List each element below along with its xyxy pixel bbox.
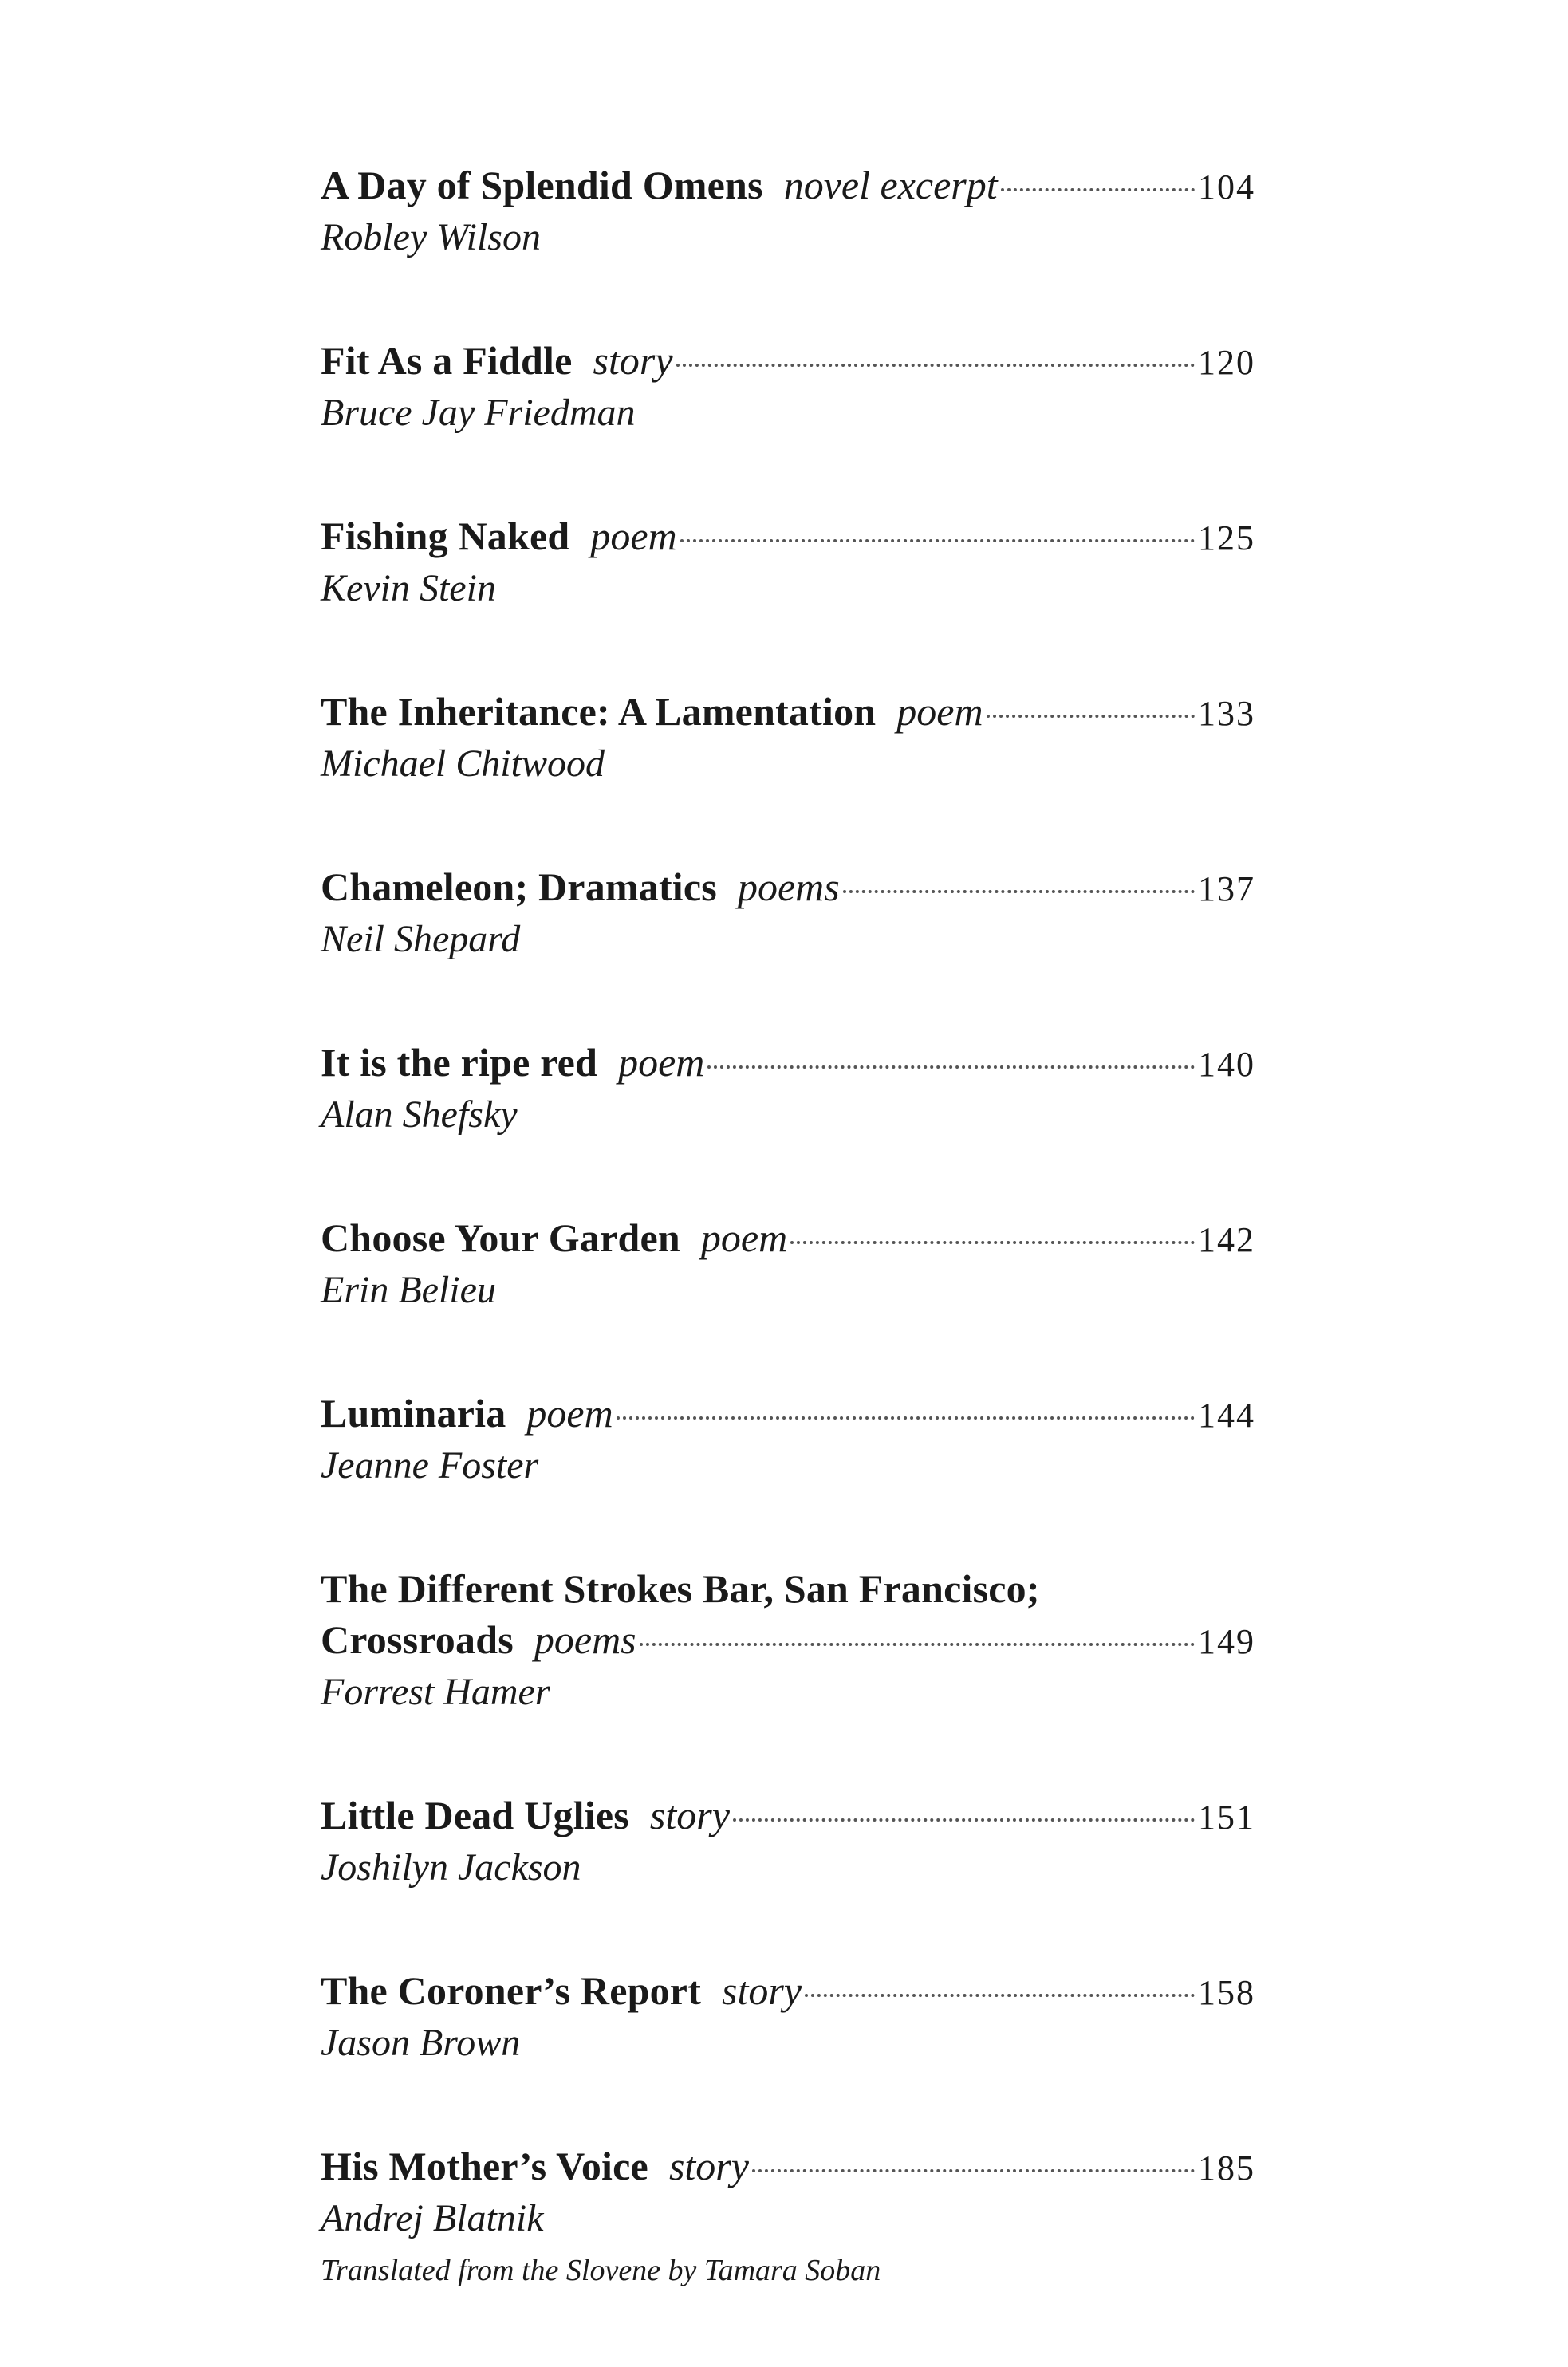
dot-leader [680, 539, 1195, 542]
entry-author: Forrest Hamer [321, 1671, 550, 1713]
entry-author: Neil Shepard [321, 918, 521, 960]
entry-genre: story [668, 2144, 749, 2188]
toc-title-line [321, 1388, 1255, 1441]
entry-author: Kevin Stein [321, 567, 496, 609]
toc-title-line [321, 861, 1255, 915]
toc-title-line [321, 686, 1255, 739]
toc-title-line [321, 335, 1255, 388]
page-number: 144 [1198, 1396, 1255, 1435]
entry-title[interactable]: A Day of Splendid Omens [321, 163, 763, 207]
toc-entry [321, 160, 1255, 262]
dot-leader [752, 2169, 1195, 2172]
entry-genre: poem [526, 1391, 613, 1436]
entry-translator: Translated from the Slovene by Tamara Soban [321, 2254, 881, 2287]
dot-leader [733, 1818, 1195, 1822]
entry-title[interactable]: Luminaria [321, 1391, 506, 1436]
toc-entry [321, 335, 1255, 438]
toc-title-line [321, 160, 1255, 213]
entry-author: Joshilyn Jackson [321, 1846, 581, 1888]
entry-genre: novel excerpt [783, 163, 998, 207]
entry-genre: poem [590, 514, 677, 558]
dot-leader [790, 1241, 1195, 1244]
entry-title[interactable]: His Mother’s Voice [321, 2144, 648, 2188]
entry-title[interactable]: The Inheritance: A Lamentation [321, 689, 877, 734]
entry-title[interactable]: Little Dead Uglies [321, 1793, 629, 1837]
toc-title-line [321, 510, 1255, 564]
entry-author: Jason Brown [321, 2022, 521, 2064]
dot-leader [843, 890, 1195, 893]
page-number: 140 [1198, 1045, 1255, 1084]
page-number: 133 [1198, 694, 1255, 733]
dot-leader [676, 364, 1195, 367]
entry-genre: story [722, 1968, 802, 2013]
toc-title-line [321, 1614, 1255, 1668]
toc-title-line [321, 1212, 1255, 1266]
entry-genre: story [593, 338, 673, 383]
page-number: 120 [1198, 343, 1255, 382]
entry-title[interactable]: The Coroner’s Report [321, 1968, 702, 2013]
page-number: 185 [1198, 2148, 1255, 2188]
entry-author: Robley Wilson [321, 216, 541, 258]
page-number: 125 [1198, 518, 1255, 557]
page-number: 151 [1198, 1798, 1255, 1837]
entry-title[interactable]: Crossroads [321, 1617, 514, 1662]
dot-leader [1001, 188, 1195, 191]
entry-title[interactable]: Fishing Naked [321, 514, 570, 558]
toc-title-line [321, 1563, 1255, 1614]
entry-title-line-1[interactable]: The Different Strokes Bar, San Francisco; [321, 1566, 1040, 1611]
entry-genre: poem [896, 689, 983, 734]
toc-entry [321, 510, 1255, 613]
entry-author: Michael Chitwood [321, 742, 605, 785]
dot-leader [805, 1994, 1195, 1997]
entry-genre: poem [618, 1040, 705, 1085]
entry-title[interactable]: It is the ripe red [321, 1040, 598, 1085]
entry-genre: story [649, 1793, 730, 1837]
toc-title-line [321, 1965, 1255, 2018]
dot-leader [987, 715, 1195, 718]
entry-author: Erin Belieu [321, 1269, 496, 1311]
toc-title-line [321, 1790, 1255, 1843]
toc-entry [321, 1790, 1255, 1892]
toc-entry [321, 1037, 1255, 1140]
dot-leader [640, 1643, 1195, 1646]
entry-author: Alan Shefsky [321, 1093, 518, 1136]
entry-title[interactable]: Fit As a Fiddle [321, 338, 573, 383]
entry-author: Bruce Jay Friedman [321, 392, 636, 434]
toc-entry [321, 861, 1255, 964]
toc-entry [321, 1212, 1255, 1315]
entry-author: Jeanne Foster [321, 1444, 539, 1487]
page-number: 104 [1198, 167, 1255, 207]
dot-leader [617, 1416, 1195, 1420]
toc-title-line [321, 1037, 1255, 1090]
page-number: 137 [1198, 869, 1255, 908]
page-number: 142 [1198, 1220, 1255, 1259]
entry-title[interactable]: Choose Your Garden [321, 1215, 680, 1260]
toc-title-line [321, 2141, 1255, 2194]
dot-leader [707, 1065, 1195, 1069]
page-number: 158 [1198, 1973, 1255, 2012]
toc-entry [321, 1563, 1255, 1717]
table-of-contents [321, 160, 1255, 2367]
toc-entry [321, 1388, 1255, 1491]
toc-entry [321, 686, 1255, 789]
entry-genre: poems [534, 1617, 636, 1662]
entry-title[interactable]: Chameleon; Dramatics [321, 864, 717, 909]
toc-entry [321, 1965, 1255, 2068]
page-number: 149 [1198, 1622, 1255, 1661]
toc-entry [321, 2141, 1255, 2294]
entry-author: Andrej Blatnik [321, 2197, 544, 2239]
entry-genre: poem [700, 1215, 788, 1260]
entry-genre: poems [737, 864, 840, 909]
